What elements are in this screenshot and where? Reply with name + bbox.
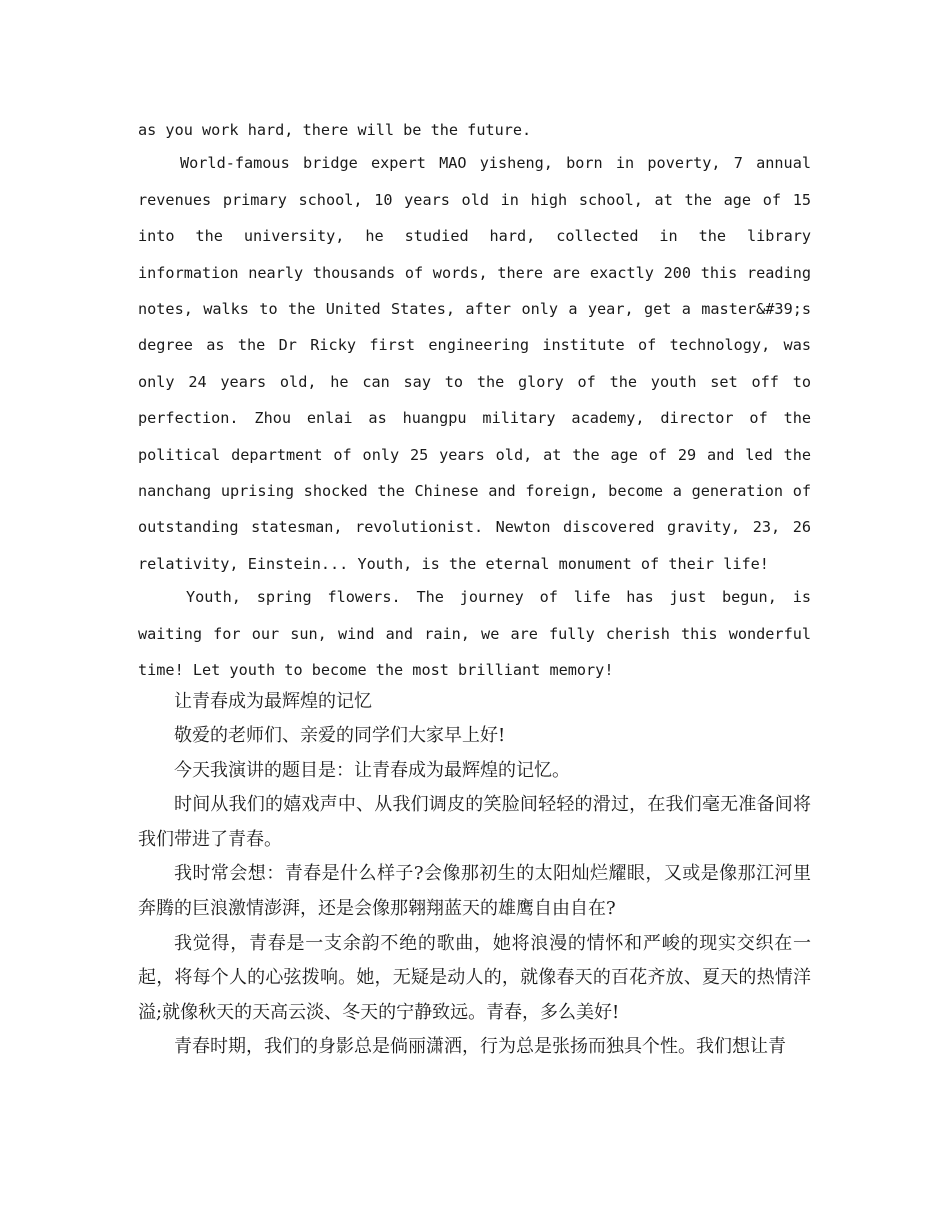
chinese-paragraph-1: 时间从我们的嬉戏声中、从我们调皮的笑脸间轻轻的滑过，在我们毫无准备间将我们带进了青春。 xyxy=(138,794,811,850)
chinese-paragraph-3: 我觉得，青春是一支余韵不绝的歌曲，她将浪漫的情怀和严峻的现实交织在一起，将每个人的心弦拨响。她，无疑是动人的，就像春天的百花齐放、夏天的热情洋溢;就像秋天的天高云淡、冬天的宁静致远。青春，多么美好! xyxy=(138,932,811,1023)
english-paragraph-3: Youth, spring flowers. The journey of life has just begun, is waiting for our sun, wind and rain, we are fully cherish this wonderful time! Let youth to become the most brilliant memory! xyxy=(138,588,811,680)
chinese-paragraph-2: 我时常会想：青春是什么样子?会像那初生的太阳灿烂耀眼，又或是像那江河里奔腾的巨浪激情澎湃，还是会像那翱翔蓝天的雄鹰自由自在? xyxy=(138,863,811,920)
speech-greeting: 敬爱的老师们、亲爱的同学们大家早上好! xyxy=(174,725,506,747)
english-paragraph-2: World-famous bridge expert MAO yisheng, born in poverty, 7 annual revenues primary school, 10 years old in high school, at the age of 15 into the university, he studied hard, collected in the library information nearly thousands of words, there are exactly 200 this reading notes, walks to the United States, after only a year, get a master&#39;s degree as the Dr Ricky first engineering institute of technology, was only 24 years old, he can say to the glory of the youth set off to perfection. Zhou enlai as huangpu military academy, director of the political department of only 25 years old, at the age of 29 and led the nanchang uprising shocked the Chinese and foreign, become a generation of outstanding statesman, revolutionist. Newton discovered gravity, 23, 26 relativity, Einstein... Youth, is the eternal monument of their life! xyxy=(138,154,811,573)
chinese-speech xyxy=(138,685,811,1066)
english-paragraph-1: as you work hard, there will be the future. xyxy=(138,121,532,139)
document-page xyxy=(138,112,811,1065)
speech-topic: 今天我演讲的题目是：让青春成为最辉煌的记忆。 xyxy=(174,759,570,781)
chinese-paragraph-4: 青春时期，我们的身影总是倘丽潇洒，行为总是张扬而独具个性。我们想让青 xyxy=(174,1036,786,1058)
speech-title: 让青春成为最辉煌的记忆 xyxy=(174,690,372,712)
